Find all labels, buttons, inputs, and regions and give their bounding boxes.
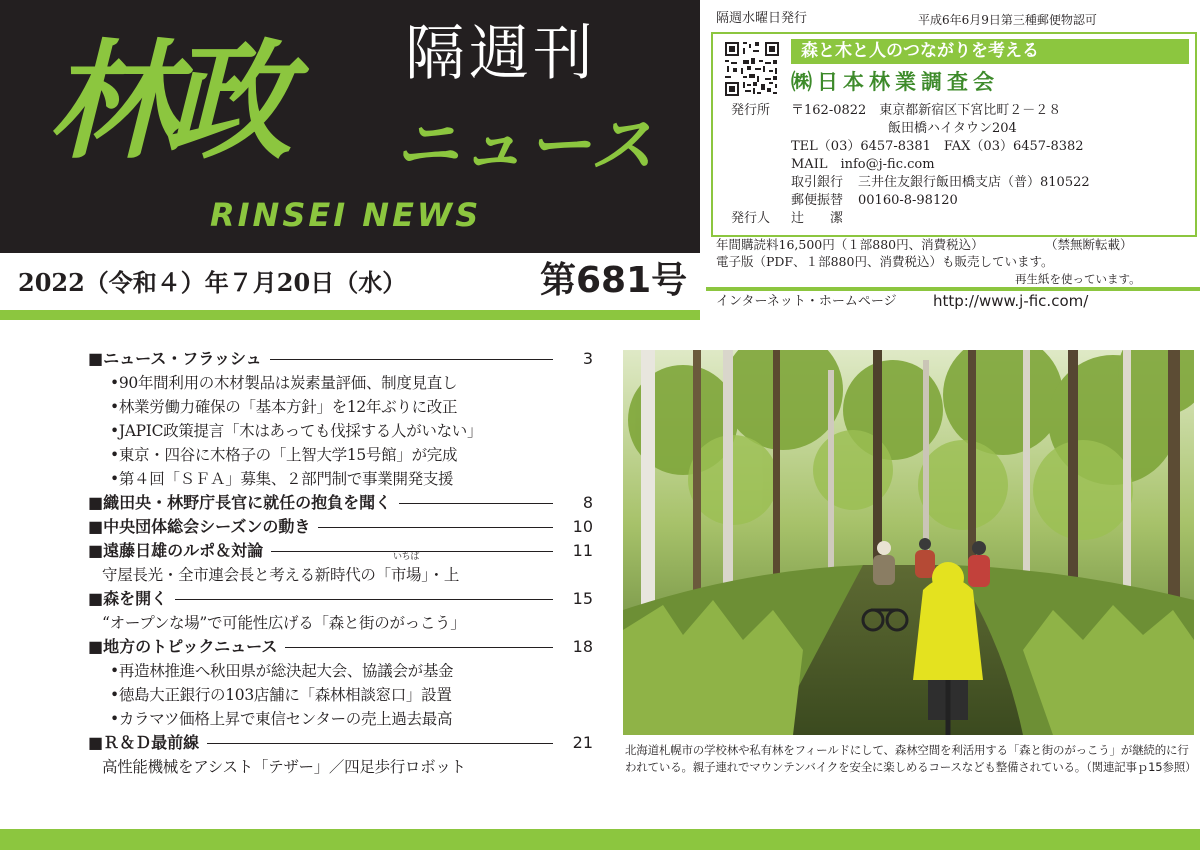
postal-transfer-label: 郵便振替 [791, 193, 844, 208]
no-reprint-notice: （禁無断転載） [1045, 237, 1133, 252]
toc-section-regional-news[interactable] [88, 635, 593, 659]
recycled-paper-notice: 再生紙を使っています。 [1015, 272, 1141, 286]
toc-section-reportage[interactable] [88, 539, 593, 563]
toc-page-number: 3 [582, 349, 593, 368]
toc-leader-line [399, 503, 553, 504]
address-line-1: 〒162-0822 東京都新宿区下宮比町２－２８ [791, 103, 1062, 118]
toc-item[interactable]: •徳島大正銀行の103店舗に「森林相談窓口」設置 [110, 686, 452, 704]
toc-page-number: 15 [572, 589, 593, 608]
toc-section-director-interview[interactable] [88, 491, 593, 515]
toc-section-open-forest[interactable] [88, 587, 593, 611]
masthead-news-title: ニュース [395, 109, 656, 183]
tel-fax: TEL（03）6457-8381 FAX（03）6457-8382 [791, 139, 1084, 154]
toc-item[interactable]: •カラマツ価格上昇で東信センターの売上過去最高 [110, 710, 453, 728]
homepage-link[interactable]: http://www.j-fic.com/ [933, 292, 1089, 310]
toc-section-title: ■遠藤日雄のルポ＆対論 [88, 541, 264, 560]
toc-item[interactable]: •東京・四谷に木格子の「上智大学15号館」が完成 [110, 446, 458, 464]
publisher-info-box [711, 32, 1197, 237]
organization-name: ㈱日本林業調査会 [791, 69, 999, 94]
footer-bar [0, 829, 1200, 850]
toc-subtitle[interactable] [88, 552, 593, 587]
masthead-biweekly-label: 隔週刊 [405, 19, 597, 89]
toc-section-title: ■ニュース・フラッシュ [88, 349, 262, 368]
email-address[interactable]: MAIL info@j-fic.com [791, 157, 935, 172]
ruby-reading: いちば [392, 552, 420, 562]
subscription-price: 年間購読料16,500円（１部880円、消費税込） [716, 237, 984, 252]
toc-leader-line [270, 359, 553, 360]
toc-item[interactable]: •90年間利用の木材製品は炭素量評価、制度見直し [110, 374, 458, 392]
masthead-english-title: RINSEI NEWS [210, 196, 482, 234]
toc-item[interactable]: •再造林推進へ秋田県が総決起大会、協議会が基金 [110, 662, 454, 680]
toc-page-number: 18 [572, 637, 593, 656]
header-divider [0, 310, 700, 320]
toc-leader-line [175, 599, 553, 600]
toc-section-rnd[interactable] [88, 731, 593, 755]
address-line-2: 飯田橋ハイタウン204 [888, 121, 1017, 136]
toc-item[interactable]: •JAPIC政策提言「木はあっても伐採する人がいない」 [110, 422, 483, 440]
toc-section-title: ■織田央・林野庁長官に就任の抱負を聞く [88, 493, 392, 512]
toc-subtitle-text: 守屋長光・全市連会長と考える新時代の「 [102, 566, 391, 584]
issue-number: 第681号 [540, 260, 688, 301]
toc-leader-line [285, 647, 553, 648]
cover-photo [623, 350, 1194, 735]
e-edition-notice: 電子版（PDF、１部880円、消費税込）も販売しています。 [716, 254, 1054, 269]
bank-account: 三井住友銀行飯田橋支店（普）810522 [858, 175, 1090, 190]
postal-transfer-number: 00160-8-98120 [858, 193, 958, 208]
toc-section-title: ■森を開く [88, 589, 168, 608]
qr-code-icon[interactable] [723, 40, 781, 98]
office-label: 発行所 [731, 103, 771, 118]
toc-item[interactable]: •第４回「ＳＦＡ」募集、２部門制で事業開発支援 [110, 470, 454, 488]
slogan-banner: 森と木と人のつながりを考える [791, 39, 1189, 64]
photo-caption: 北海道札幌市の学校林や私有林をフィールドにして、森林空間を利活用する「森と街のがっこう」が継続的に行われている。親子連れでマウンテンバイクを安全に楽しめるコースなども整備されている。（関連記事ｐ15参照） [625, 743, 1197, 774]
toc-section-title: ■地方のトピックニュース [88, 637, 278, 656]
toc-section-general-meetings[interactable] [88, 515, 593, 539]
toc-page-number: 11 [572, 541, 593, 560]
table-of-contents [88, 347, 593, 779]
ruby-annotated-word [390, 552, 422, 587]
toc-leader-line [318, 527, 553, 528]
toc-subtitle[interactable]: 高性能機械をアシスト「テザー」／四足歩行ロボット [102, 758, 466, 776]
issuer-name: 辻 潔 [791, 211, 844, 226]
toc-section-title: ■Ｒ＆Ｄ最前線 [88, 733, 200, 752]
toc-section-title: ■中央団体総会シーズンの動き [88, 517, 311, 536]
publication-frequency: 隔週水曜日発行 [716, 11, 808, 26]
ruby-base: 市場 [390, 566, 422, 584]
homepage-label: インターネット・ホームページ [716, 294, 897, 309]
toc-page-number: 8 [582, 493, 593, 512]
toc-subtitle-text: 」・上 [421, 566, 460, 584]
postal-permit: 平成6年6月9日第三種郵便物認可 [918, 13, 1097, 27]
masthead-logo: 林政 [48, 28, 281, 177]
toc-page-number: 10 [572, 517, 593, 536]
issuer-label: 発行人 [731, 211, 771, 226]
issue-date: 2022（令和４）年７月20日（水） [18, 268, 407, 297]
toc-page-number: 21 [572, 733, 593, 752]
toc-leader-line [207, 743, 553, 744]
bank-label: 取引銀行 [791, 175, 844, 190]
masthead [0, 0, 700, 253]
toc-section-news-flash[interactable] [88, 347, 593, 371]
toc-subtitle[interactable]: “オープンな場”で可能性広げる「森と街のがっこう」 [102, 614, 466, 632]
toc-item[interactable]: •林業労働力確保の「基本方針」を12年ぶりに改正 [110, 398, 458, 416]
